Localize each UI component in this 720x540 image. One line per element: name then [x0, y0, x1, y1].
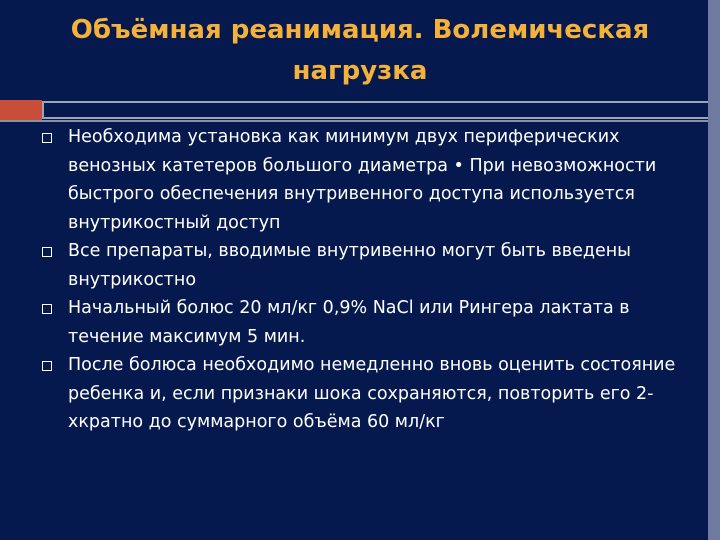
bullet-item	[32, 237, 692, 294]
header-rule	[42, 101, 708, 119]
square-outline-icon	[42, 247, 52, 257]
bullet-text: После болюса необходимо немедленно вновь оценить состояние ребенка и, если признаки шока сохраняются, повторить его 2-хкратно до суммарного объёма 60 мл/кг	[68, 355, 676, 432]
bullet-text: Начальный болюс 20 мл/кг 0,9% NaCl или Рингера лактата в течение максимум 5 мин.	[68, 298, 630, 347]
header-rule-edge	[0, 120, 708, 122]
right-edge-strip	[708, 0, 720, 540]
bullet-text: Все препараты, вводимые внутривенно могут быть введены внутрикостно	[68, 241, 631, 290]
square-outline-icon	[42, 304, 52, 314]
bullet-item	[32, 123, 692, 237]
bullet-item	[32, 294, 692, 351]
bullet-item	[32, 351, 692, 437]
bullet-text: Необходима установка как минимум двух периферических венозных катетеров большого диаметра • При невозможности быстрого обеспечения внутривенного доступа используется внутрикостный доступ	[68, 127, 657, 233]
slide-title: Объёмная реанимация. Волемическая нагрузка	[70, 15, 650, 86]
title-area	[0, 0, 720, 100]
square-outline-icon	[42, 361, 52, 371]
bullet-list	[32, 123, 692, 437]
square-outline-icon	[42, 133, 52, 143]
accent-block	[0, 100, 42, 122]
